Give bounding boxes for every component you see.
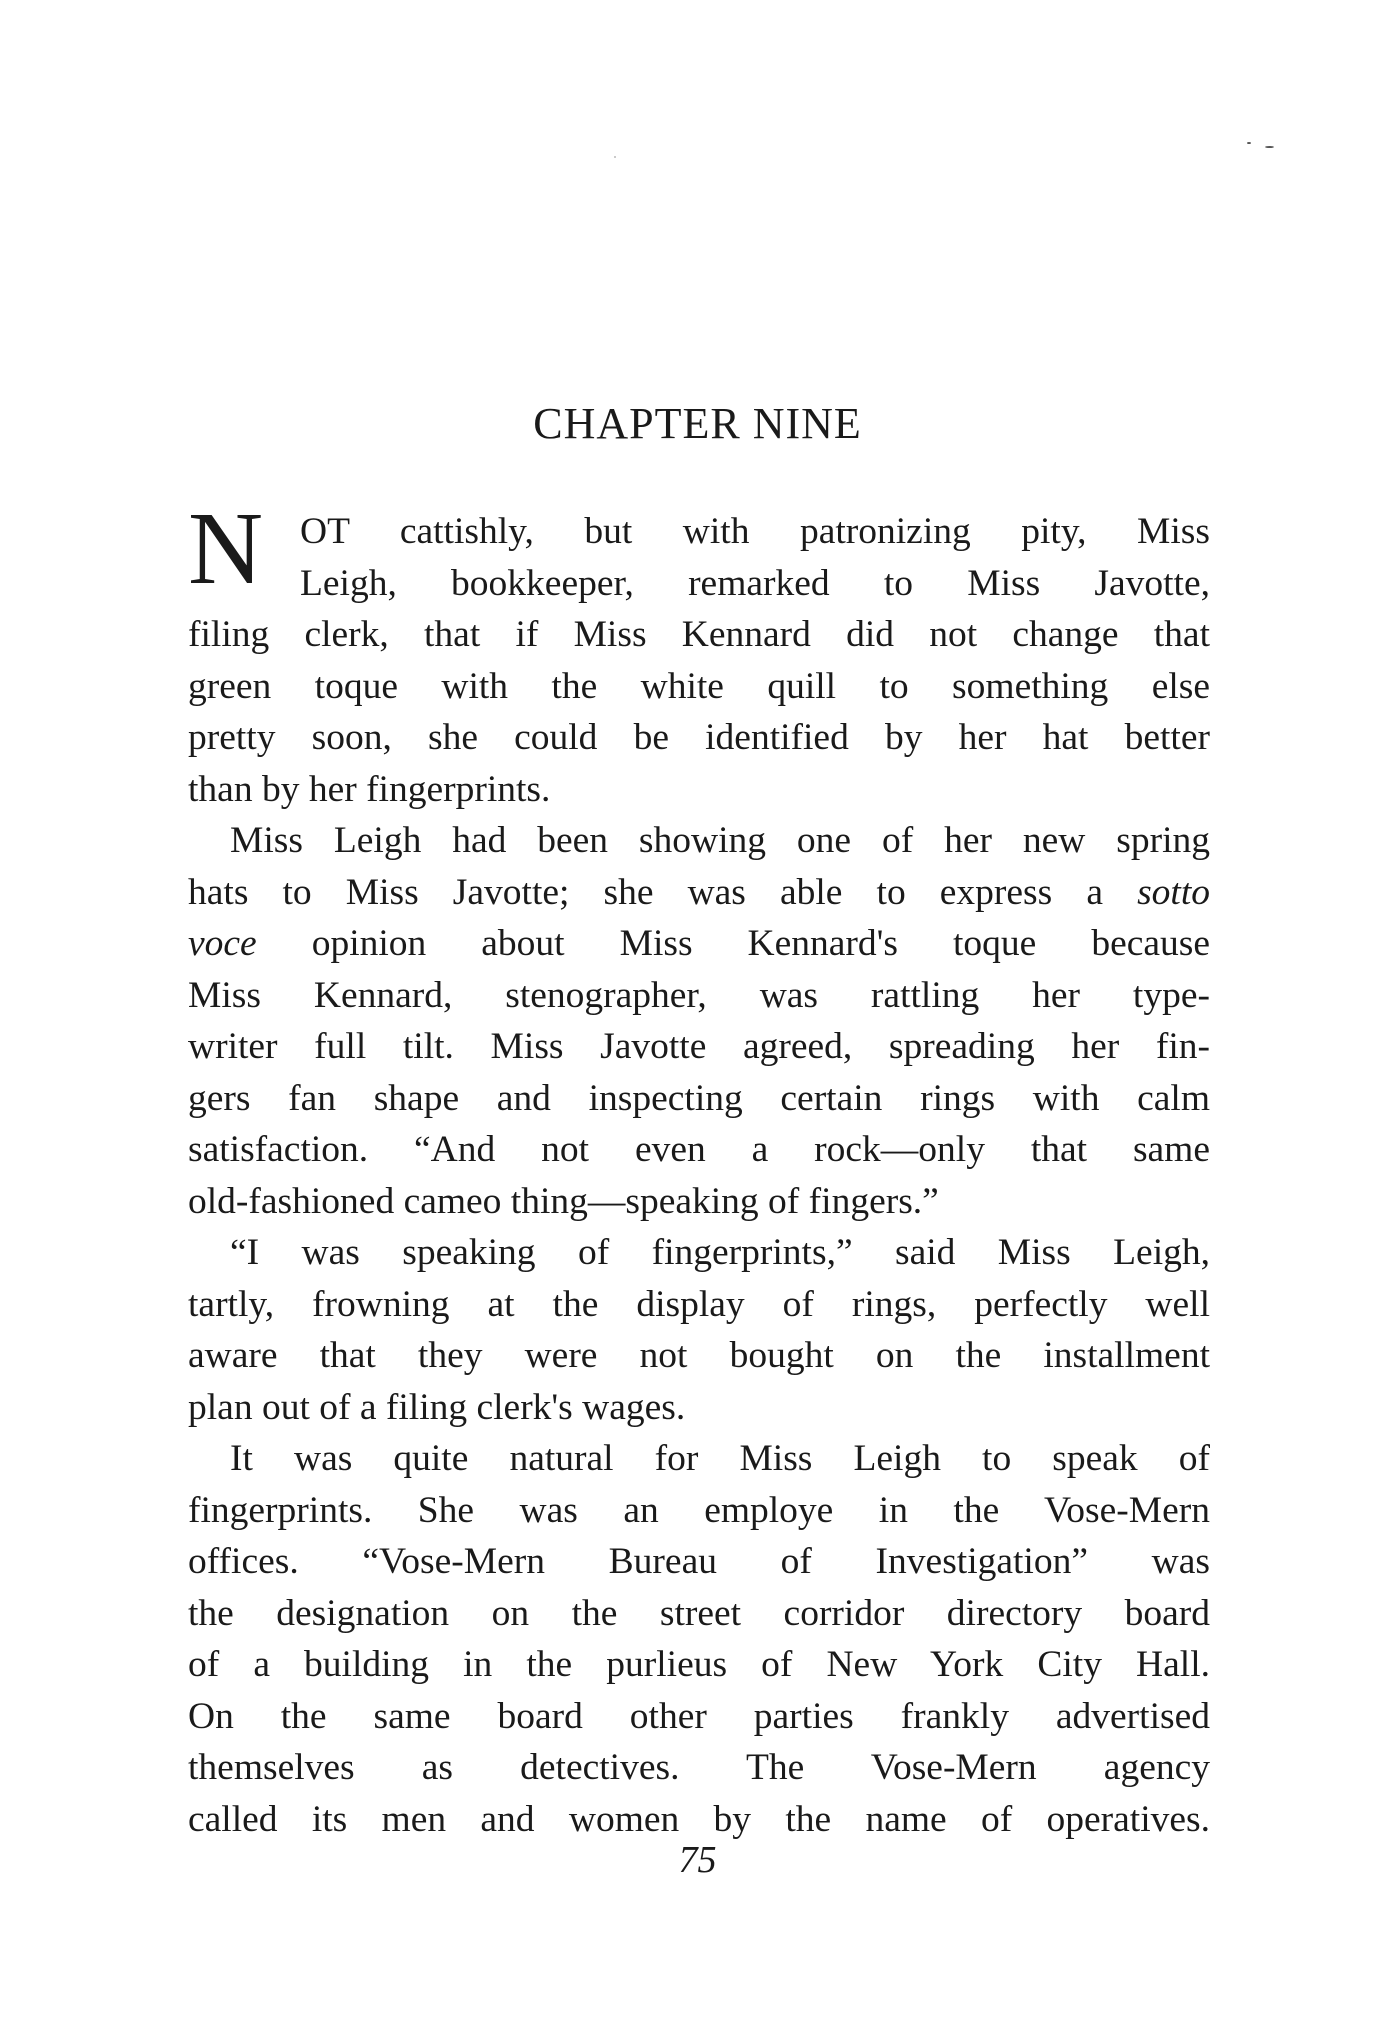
- text-line-content: OT cattishly, but with patronizing pity, Miss: [300, 511, 1210, 552]
- text-line: old-fashioned cameo thing—speaking of fingers.”: [188, 1180, 939, 1222]
- drop-cap: N: [188, 491, 264, 606]
- italic-phrase: voce: [188, 923, 257, 964]
- text-line: the designation on the street corridor directory board: [188, 1592, 1210, 1634]
- chapter-title: CHAPTER NINE: [533, 399, 862, 448]
- text-line: It was quite natural for Miss Leigh to speak of: [230, 1438, 1210, 1479]
- text-line: Miss Leigh had been showing one of her new spring: [230, 820, 1210, 861]
- text-line: Leigh, bookkeeper, remarked to Miss Javotte,: [300, 562, 1210, 604]
- print-speck: [614, 156, 616, 158]
- text-line: offices. “Vose-Mern Bureau of Investigation” was: [188, 1541, 1210, 1582]
- text-line: satisfaction. “And not even a rock—only that same: [188, 1129, 1210, 1170]
- text-line: green toque with the white quill to something else: [188, 665, 1210, 707]
- text-line: tartly, frowning at the display of rings, perfectly well: [188, 1283, 1210, 1325]
- italic-phrase: sotto: [1137, 871, 1210, 913]
- text-line: called its men and women by the name of operatives.: [188, 1798, 1210, 1840]
- text-line: of a building in the purlieus of New York City Hall.: [188, 1644, 1210, 1685]
- page-number: 75: [678, 1839, 717, 1881]
- text-line: pretty soon, she could be identified by her hat better: [188, 717, 1210, 758]
- text-line: fingerprints. She was an employe in the Vose-Mern: [188, 1489, 1210, 1531]
- text-line: On the same board other parties frankly advertised: [188, 1695, 1210, 1737]
- print-speck: [1265, 146, 1274, 148]
- text-line: than by her fingerprints.: [188, 768, 551, 810]
- text-line: writer full tilt. Miss Javotte agreed, spreading her fin-: [188, 1026, 1210, 1067]
- text-line: plan out of a filing clerk's wages.: [188, 1386, 686, 1428]
- paragraph-2: [188, 815, 1210, 1227]
- print-speck: [1247, 142, 1251, 144]
- paragraph-4: [188, 1433, 1210, 1845]
- paragraph-3: [188, 1227, 1210, 1433]
- text-line: gers fan shape and inspecting certain rings with calm: [188, 1077, 1210, 1119]
- text-line: aware that they were not bought on the installment: [188, 1335, 1210, 1376]
- text-line: filing clerk, that if Miss Kennard did not change that: [188, 614, 1210, 655]
- text-line: “I was speaking of fingerprints,” said Miss Leigh,: [230, 1232, 1210, 1273]
- body-text: [188, 491, 1210, 1845]
- text-line: themselves as detectives. The Vose-Mern agency: [188, 1747, 1210, 1788]
- text-line: hats to Miss Javotte; she was able to express a sotto: [188, 871, 1210, 913]
- paragraph-1: [188, 491, 1210, 815]
- text-line: Miss Kennard, stenographer, was rattling her type-: [188, 974, 1210, 1016]
- text-line: voce opinion about Miss Kennard's toque because: [188, 923, 1210, 964]
